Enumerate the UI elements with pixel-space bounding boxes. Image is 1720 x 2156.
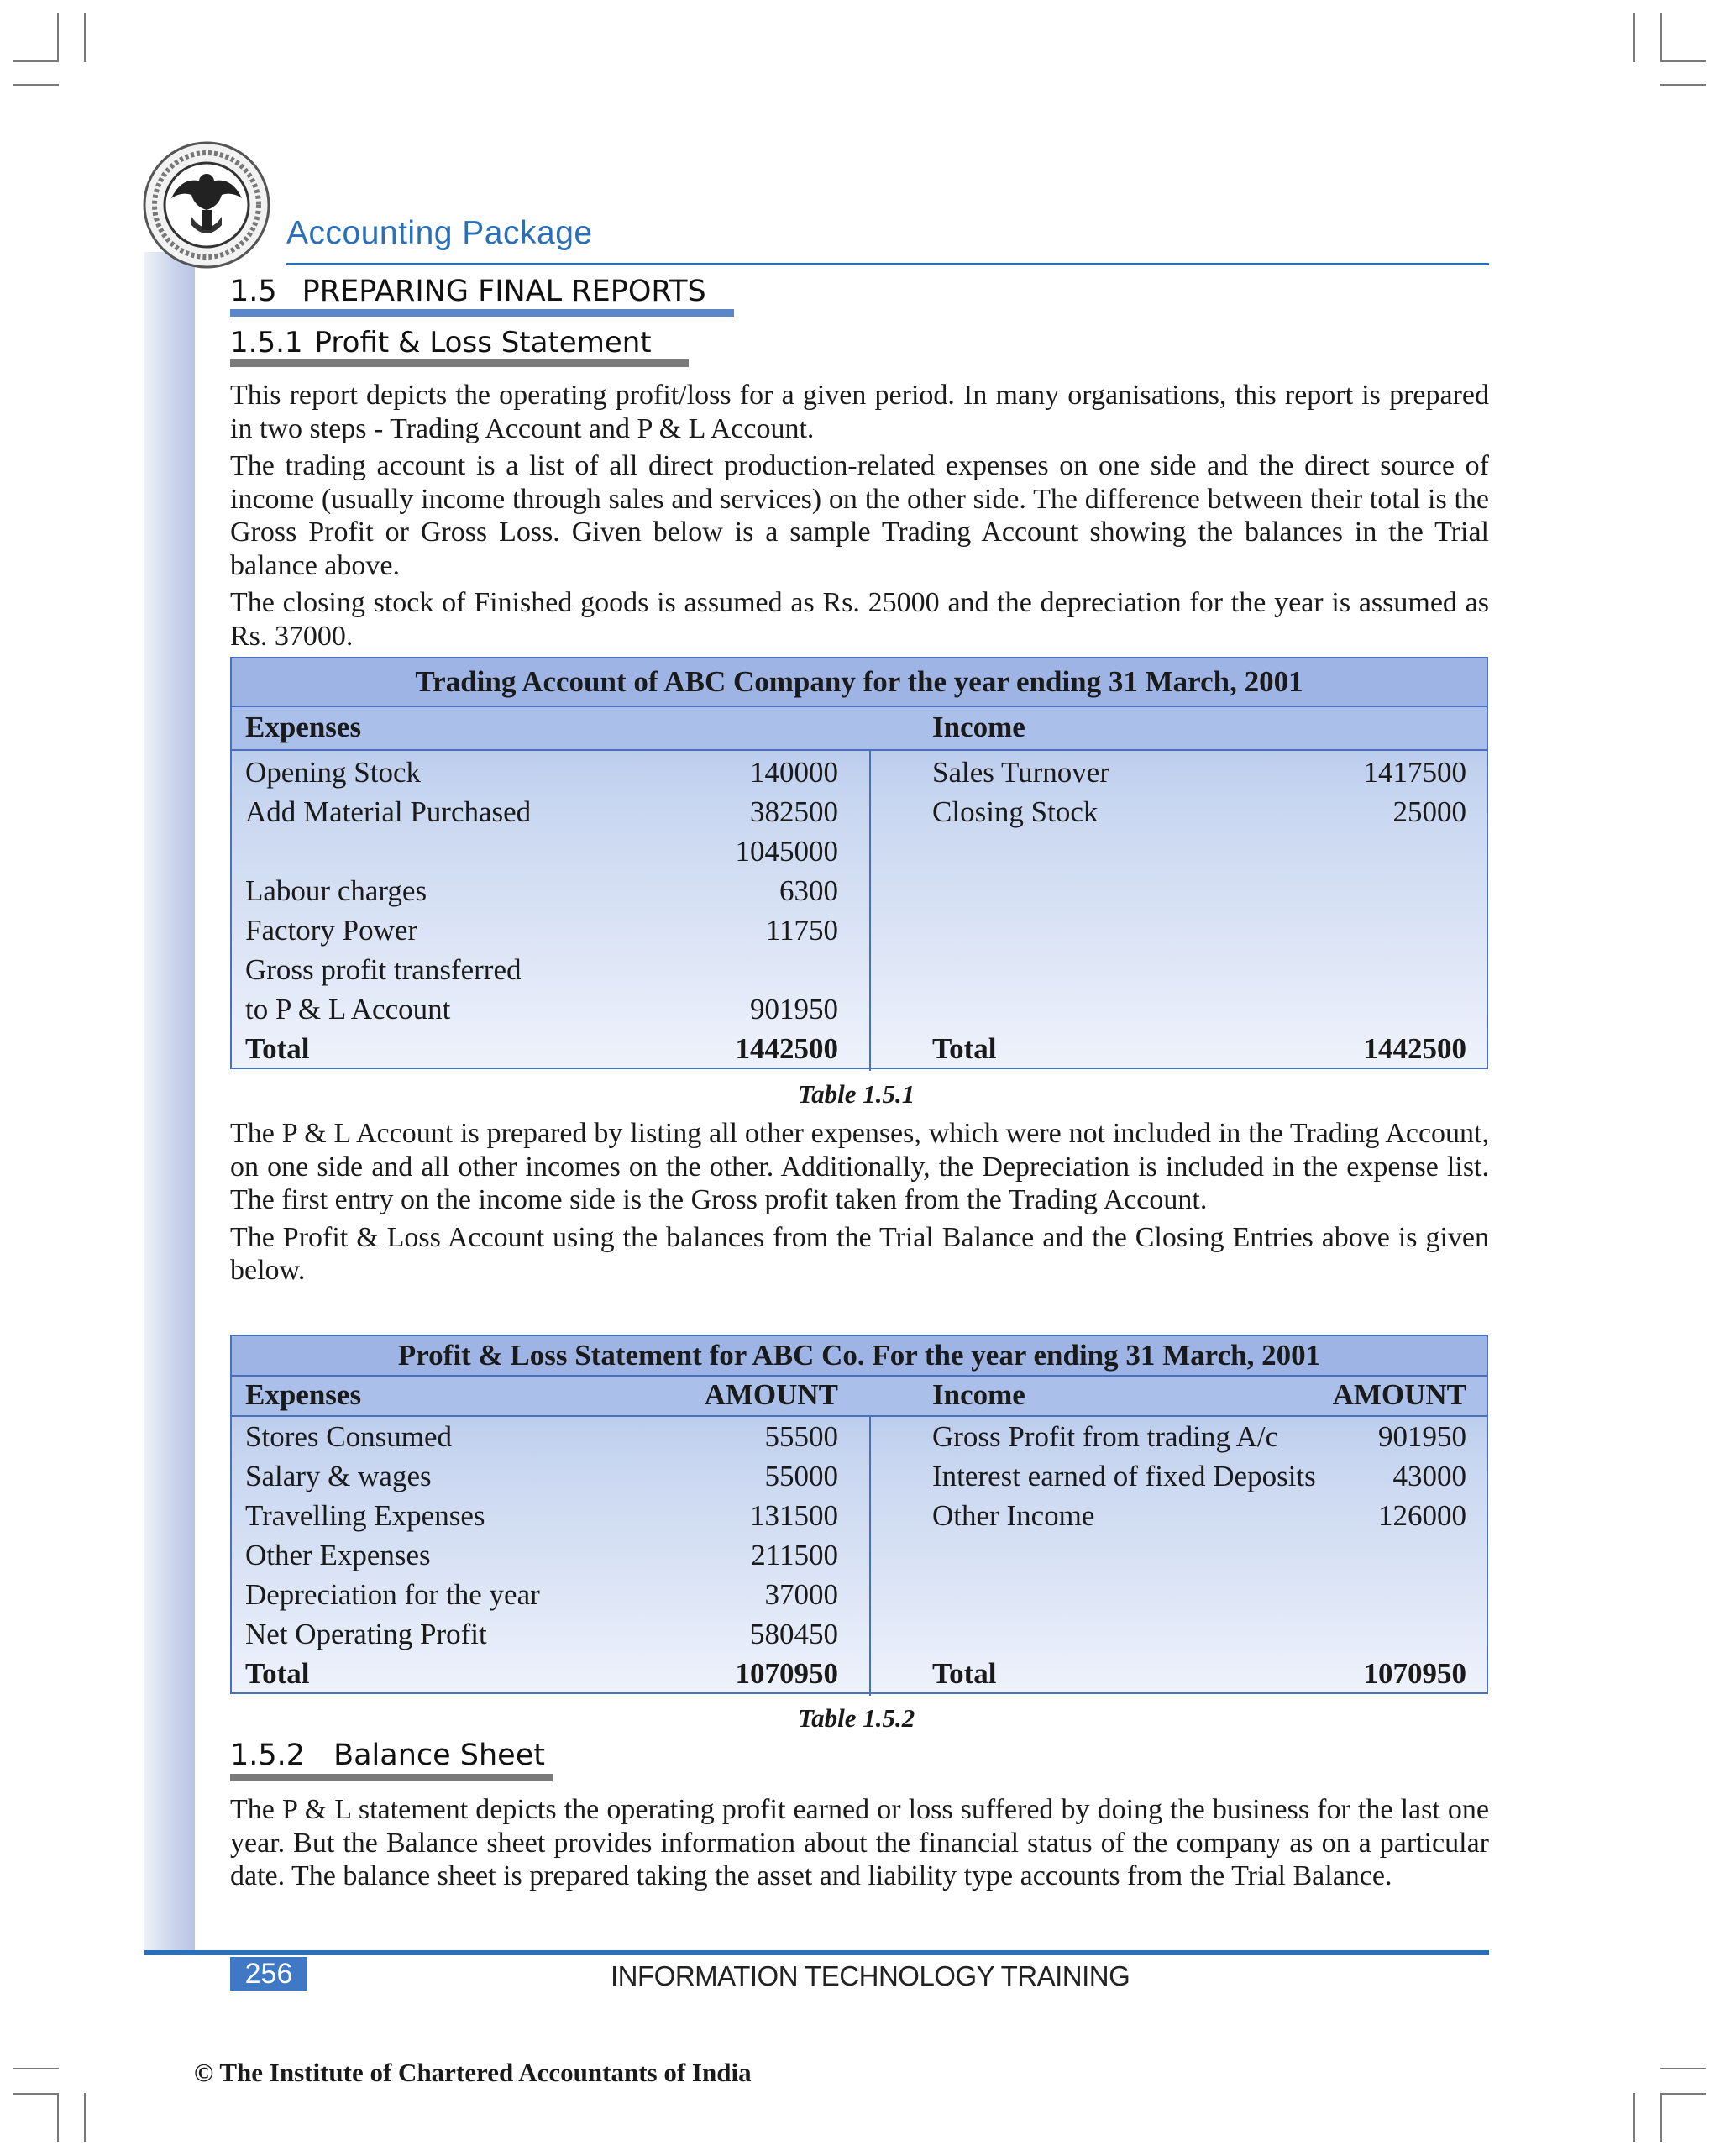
table-row: [232, 795, 1487, 835]
table-caption: Table 1.5.2: [798, 1703, 915, 1733]
income-label: Interest earned of fixed Deposits: [932, 1460, 1316, 1492]
income-amount: 126000: [1378, 1499, 1466, 1532]
amount-header: AMOUNT: [1332, 1378, 1466, 1411]
expense-amount: 6300: [779, 874, 838, 907]
expense-amount: 211500: [751, 1539, 838, 1571]
table-header-row: [232, 707, 1487, 751]
expense-label: Stores Consumed: [245, 1420, 452, 1453]
expense-amount: 37000: [764, 1578, 838, 1611]
total-label: Total: [245, 1657, 310, 1690]
income-amount: 901950: [1378, 1420, 1466, 1453]
section-number: 1.5: [230, 275, 277, 308]
table-row: [232, 1420, 1487, 1460]
trading-account-table: [230, 657, 1488, 1069]
expense-amount: 382500: [750, 795, 838, 828]
running-footer: INFORMATION TECHNOLOGY TRAINING: [611, 1960, 1130, 1991]
table-total-row: [232, 1657, 1487, 1697]
expense-amount: 55500: [764, 1420, 838, 1453]
income-header: Income: [932, 711, 1025, 743]
expense-label: Labour charges: [245, 874, 427, 907]
paragraph: The closing stock of Finished goods is assumed as Rs. 25000 and the depreciation for the year is assumed as Rs. 37000.: [230, 587, 1489, 652]
income-label: Sales Turnover: [932, 756, 1109, 789]
crop-mark: [1660, 13, 1662, 62]
total-label: Total: [245, 1032, 310, 1065]
section-heading-1-5-1: [230, 326, 652, 359]
total-amount: 1442500: [735, 1032, 838, 1065]
crop-mark: [1660, 2068, 1706, 2069]
section-title: Balance Sheet: [333, 1739, 545, 1772]
expense-label: Depreciation for the year: [245, 1578, 540, 1611]
amount-header: AMOUNT: [704, 1378, 838, 1411]
total-amount: 1070950: [735, 1657, 838, 1690]
expense-label: Opening Stock: [245, 756, 422, 789]
page-number: 256: [230, 1957, 307, 1991]
section-underline: [230, 309, 734, 317]
total-amount: 1070950: [1363, 1657, 1466, 1690]
expense-label: Gross profit transferred: [245, 953, 522, 986]
expense-label: Net Operating Profit: [245, 1618, 487, 1650]
table-row: [232, 1539, 1487, 1578]
expense-label: Factory Power: [245, 914, 418, 947]
section-title: PREPARING FINAL REPORTS: [302, 275, 706, 308]
table-row: [232, 1618, 1487, 1657]
table-row: [232, 756, 1487, 795]
table-row: [232, 993, 1487, 1032]
side-gradient-bar: [144, 252, 195, 1953]
income-amount: 25000: [1392, 795, 1466, 828]
expenses-header: Expenses: [245, 1378, 362, 1411]
crop-mark: [1660, 84, 1706, 86]
section-heading-1-5-2: [230, 1739, 545, 1772]
table-caption: Table 1.5.1: [798, 1079, 915, 1109]
crop-mark: [1660, 60, 1706, 62]
body-text-pl: [230, 1117, 1489, 1292]
income-label: Gross Profit from trading A/c: [932, 1420, 1279, 1453]
section-title: Profit & Loss Statement: [314, 326, 652, 359]
table-row: [232, 1499, 1487, 1539]
table-header-row: [232, 1377, 1487, 1417]
table-row: [232, 1578, 1487, 1618]
section-number: 1.5.1: [230, 326, 303, 359]
body-text-balance-sheet: [230, 1793, 1489, 1897]
expense-amount: 901950: [750, 993, 838, 1026]
expense-label: Other Expenses: [245, 1539, 431, 1571]
table-title: Trading Account of ABC Company for the year ending 31 March, 2001: [232, 658, 1487, 707]
paragraph: The P & L Account is prepared by listing all other expenses, which were not included in the Trading Account, on one side and all other incomes on the other. Additionally, the Depreciation is included in the expense list. The first entry on the income side is the Gross profit taken from the Trading Account.: [230, 1118, 1489, 1215]
paragraph: This report depicts the operating profit/loss for a given period. In many organisations, this report is prepared in two steps - Trading Account and P & L Account.: [230, 380, 1489, 444]
crop-mark: [57, 2093, 59, 2142]
total-amount: 1442500: [1363, 1032, 1466, 1065]
table-row: [232, 914, 1487, 953]
income-header: Income: [932, 1378, 1025, 1411]
expense-amount: 580450: [750, 1618, 838, 1650]
expense-amount: 1045000: [735, 835, 838, 868]
expense-label: to P & L Account: [245, 993, 451, 1026]
crop-mark: [1633, 13, 1635, 62]
section-underline: [230, 359, 689, 367]
paragraph: The P & L statement depicts the operating profit earned or loss suffered by doing the business for the last one year. But the Balance sheet provides information about the financial status of the company as on a particular date. The balance sheet is prepared taking the asset and liability type accounts from the Trial Balance.: [230, 1794, 1489, 1891]
expense-label: Travelling Expenses: [245, 1499, 485, 1532]
pl-statement-table: [230, 1335, 1488, 1694]
table-title: Profit & Loss Statement for ABC Co. For the year ending 31 March, 2001: [232, 1336, 1487, 1377]
total-label: Total: [932, 1032, 997, 1065]
section-heading-1-5: [230, 275, 706, 308]
income-amount: 1417500: [1363, 756, 1466, 789]
crop-mark: [13, 60, 59, 62]
crop-mark: [1633, 2093, 1635, 2142]
crop-mark: [84, 2093, 86, 2142]
paragraph: The trading account is a list of all direct production-related expenses on one side and the direct source of income (usually income through sales and services) on the other side. The difference between their total is the Gross Profit or Gross Loss. Given below is a sample Trading Account showing the balances in the Trial balance above.: [230, 450, 1489, 581]
running-header: Accounting Package: [286, 215, 593, 251]
crop-mark: [1660, 2093, 1662, 2142]
income-amount: 43000: [1392, 1460, 1466, 1492]
crop-mark: [13, 84, 59, 86]
crop-mark: [84, 13, 86, 62]
body-text-intro: [230, 379, 1489, 657]
footer-rule: [144, 1950, 1489, 1955]
expense-amount: 131500: [750, 1499, 838, 1532]
expenses-header: Expenses: [245, 711, 362, 743]
income-label: Other Income: [932, 1499, 1095, 1532]
table-row: [232, 874, 1487, 914]
crop-mark: [13, 2093, 59, 2095]
total-label: Total: [932, 1657, 997, 1690]
table-row: [232, 953, 1487, 993]
copyright-notice: © The Institute of Chartered Accountants of India: [194, 2058, 752, 2087]
table-row: [232, 1460, 1487, 1499]
crop-mark: [57, 13, 59, 62]
expense-label: Salary & wages: [245, 1460, 432, 1492]
table-total-row: [232, 1032, 1487, 1072]
expense-amount: 140000: [750, 756, 838, 789]
header-rule: [286, 263, 1489, 265]
icai-logo-icon: [141, 139, 272, 270]
table-row: [232, 835, 1487, 874]
paragraph: The Profit & Loss Account using the balances from the Trial Balance and the Closing Entries above is given below.: [230, 1221, 1489, 1286]
expense-label: Add Material Purchased: [245, 795, 532, 828]
crop-mark: [13, 2068, 59, 2069]
income-label: Closing Stock: [932, 795, 1099, 828]
expense-amount: 11750: [765, 914, 838, 947]
crop-mark: [1660, 2093, 1706, 2095]
section-underline: [230, 1774, 553, 1781]
expense-amount: 55000: [764, 1460, 838, 1492]
section-number: 1.5.2: [230, 1739, 306, 1772]
